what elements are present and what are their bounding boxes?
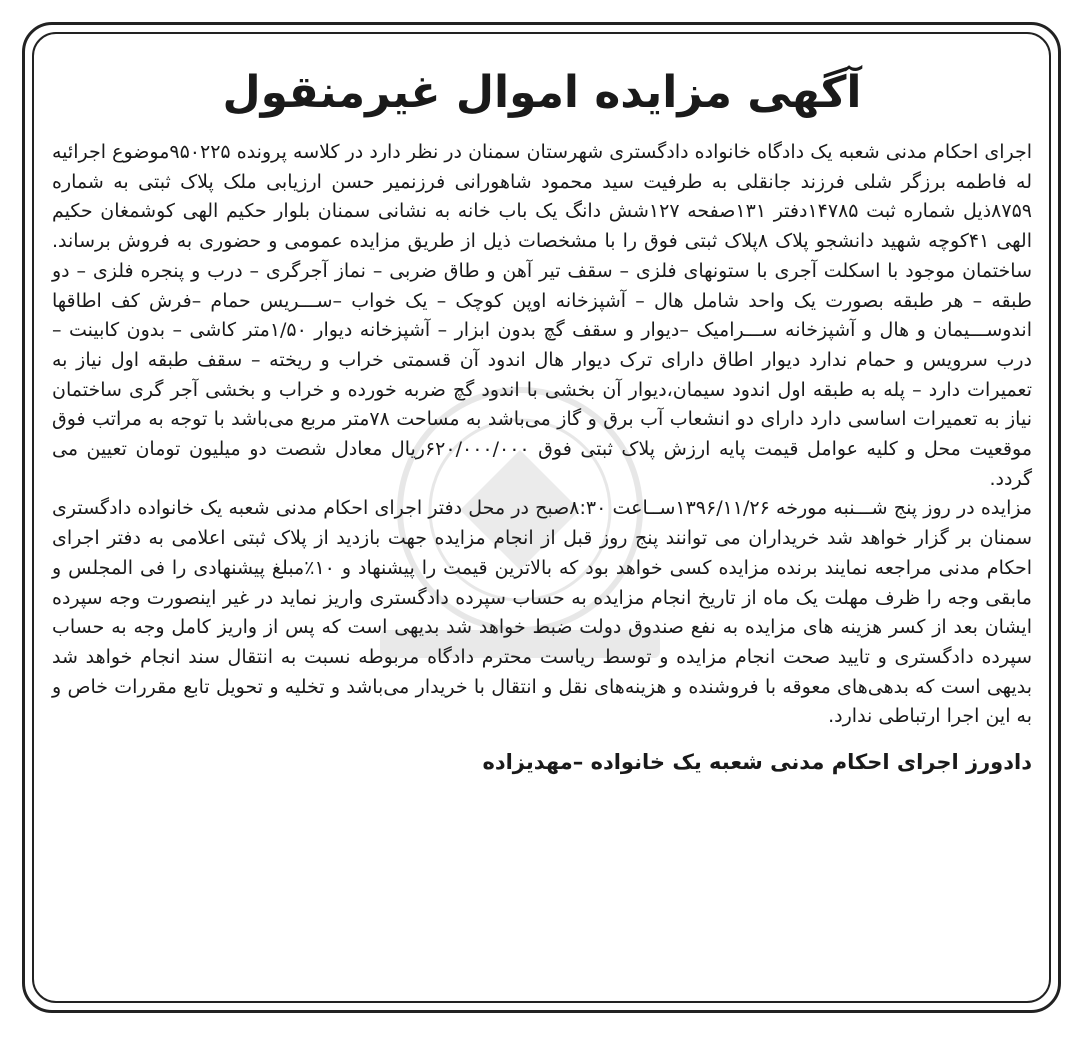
auction-notice: [52, 62, 1032, 778]
notice-paragraph-property: اجرای احکام مدنی شعبه یک دادگاه خانواده دادگستری شهرستان سمنان در نظر دارد در کلاسه پرونده ۹۵۰۲۲۵موضوع اجرائیه له فاطمه برزگر شلی فرزند جانقلی به طرفیت سید محمود شاهورانی فرزنمیر حسن ارزیابی ملک پلاک ثبتی به شماره ۸۷۵۹ذیل شماره ثبت ۱۴۷۸۵دفتر ۱۳۱صفحه ۱۲۷شش دانگ یک باب خانه به نشانی سمنان بلوار حکیم الهی کوشمغان حکیم الهی ۴۱کوچه شهید دانشجو پلاک ۸پلاک ثبتی فوق را با مشخصات ذیل از طریق مزایده عمومی و حضوری به فروش برساند. ساختمان موجود با اسکلت آجری با ستونهای فلزی – سقف تیر آهن و طاق ضربی – نماز آجرگری – درب و پنجره فلزی – دو طبقه – هر طبقه بصورت یک واحد شامل هال – آشپزخانه اوپن کوچک – یک خواب –ســـریس حمام –فرش کف اطاقها اندوســـیمان و هال و آشپزخانه ســـرامیک –دیوار و سقف گچ بدون ابزار – آشپزخانه دیوار ۱/۵۰متر کاشی – بدون کابینت – درب سرویس و حمام ندارد دیوار اطاق دارای ترک دیوار هال اندود آن قسمتی خراب و ریخته – سقف طبقه اول نیاز به تعمیرات دارد – پله به طبقه اول اندود سیمان،دیوار آن بخشی با اندود گچ ضربه خورده و خراب و بخشی آجر گری ساختمان نیاز به تعمیرات اساسی دارد دارای دو انشعاب آب برق و گاز می‌باشد به مساحت ۷۸متر مربع می‌باشد با توجه به مراتب فوق موقعیت محل و کلیه عوامل قیمت پایه ارزش پلاک ثبتی فوق ۶۲۰/۰۰۰/۰۰۰ریال معادل شصت دو میلیون تومان تعیین می گردد.: [52, 141, 1033, 490]
notice-paragraph-auction-terms: مزایده در روز پنج شـــنبه مورخه ۱۳۹۶/۱۱/۲۶ســاعت ۸:۳۰صبح در محل دفتر اجرای احکام مدنی شعبه یک خانواده دادگستری سمنان بر گزار خواهد شد خریداران می توانند پنج روز قبل از انجام مزایده جهت بازدید از پلاک ثبتی اعلامی به دفتر اجرای احکام مدنی مراجعه نمایند برنده مزایده کسی خواهد بود که بالاترین قیمت را پیشنهاد و ۱۰٪مبلغ پیشنهادی را فی المجلس و مابقی وجه را ظرف مهلت یک ماه از تاریخ انجام مزایده به حساب سپرده دادگستری واریز نماید در غیر اینصورت وجه سپرده ایشان بعد از کسر هزینه های مزایده به نفع صندوق دولت ضبط خواهد شد بدیهی است که پس از واریز کامل وجه به حساب سپرده دادگستری و تایید صحت انجام مزایده و توسط ریاست محترم دادگاه مربوطه نسبت به انتقال سند انجام خواهد شد بدیهی است که بدهی‌های معوقه با فروشنده و هزینه‌های نقل و انتقال با خریدار می‌باشد و تخلیه و تحویل تابع مقررات خاص و به این اجرا ارتباطی ندارد.: [52, 497, 1033, 728]
notice-signature: دادورز اجرای احکام مدنی شعبه یک خانواده –مهدیزاده: [482, 750, 1032, 775]
notice-title: آگهی مزایده اموال غیرمنقول: [222, 67, 862, 118]
